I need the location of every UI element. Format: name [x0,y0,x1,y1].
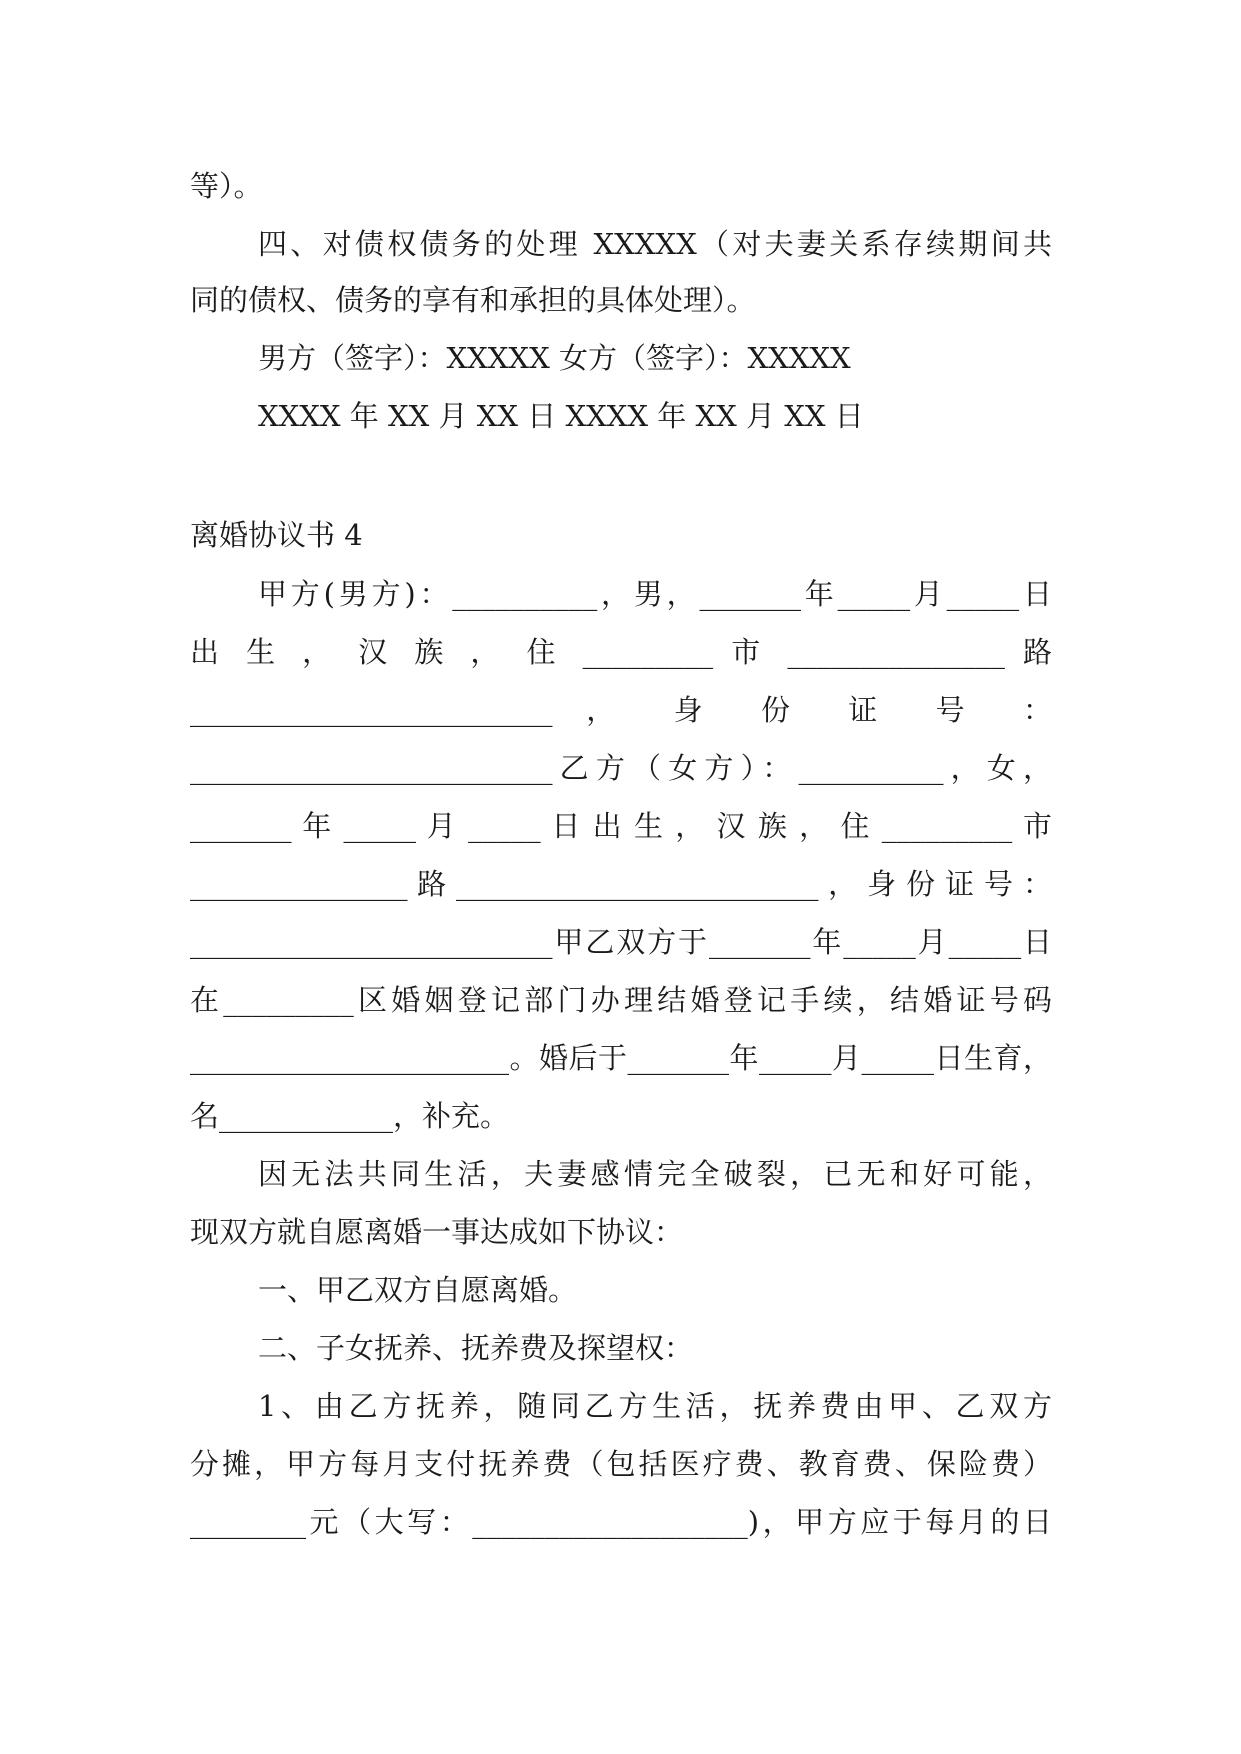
text-line: ________元（大写：___________________)，甲方应于每月的日 [190,1505,1052,1539]
date-line: XXXX 年 XX 月 XX 日 XXXX 年 XX 月 XX 日 [258,399,864,433]
text-line: 因无法共同生活，夫妻感情完全破裂，已无和好可能， [258,1157,1052,1191]
section-title: 离婚协议书 4 [190,518,363,552]
text-line: 四、对债权债务的处理 XXXXX（对夫妻关系存续期间共 [258,227,1052,261]
text-line: 名____________，补充。 [190,1099,510,1133]
text-line: _________________________乙方（女方）：__________，女， [190,751,1052,785]
text-line: 1、由乙方抚养，随同乙方生活，抚养费由甲、乙双方 [258,1389,1052,1423]
text-line: _________________________ ， 身 份 证 号 ： [190,693,1052,727]
text-line: 甲方(男方)：__________，男，_______年_____月_____日 [258,577,1052,611]
text-line: ______________________。婚后于_______年_____月_____日生育， [190,1041,1052,1075]
text-line: 分摊，甲方每月支付抚养费（包括医疗费、教育费、保险费） [190,1447,1052,1481]
text-line: _________________________甲乙双方于_______年_____月_____日 [190,925,1052,959]
text-line: 出 生 ， 汉 族 ， 住 _________ 市 _______________ 路 [190,635,1052,669]
signature-line: 男方（签字）：XXXXX 女方（签字）：XXXXX [258,341,851,375]
text-line: 在_________区婚姻登记部门办理结婚登记手续，结婚证号码 [190,983,1052,1017]
text-line: 等）。 [190,169,263,203]
text-line: 同的债权、债务的享有和承担的具体处理）。 [190,283,756,317]
text-line: 现双方就自愿离婚一事达成如下协议： [190,1215,684,1249]
text-line: 二、子女抚养、抚养费及探望权： [258,1331,694,1365]
text-line: _______ 年 _____ 月 _____ 日 出 生 ， 汉 族 ， 住 _________ 市 [190,809,1052,843]
text-line: _______________ 路 _________________________ ， 身 份 证 号 ： [190,867,1052,901]
text-line: 一、甲乙双方自愿离婚。 [258,1273,578,1307]
